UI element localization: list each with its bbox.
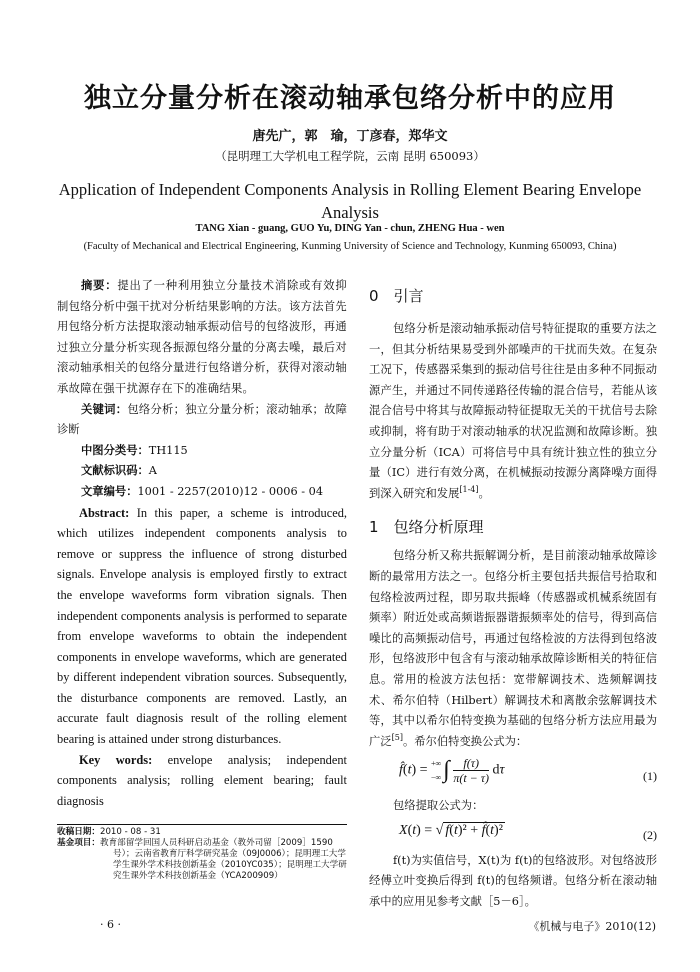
affiliation-cn: （昆明理工大学机电工程学院，云南 昆明 650093） [215,149,485,163]
footnote [57,827,347,882]
keywords-cn-text: 包络分析；独立分量分析；滚动轴承；故障诊断 [57,402,347,437]
doc-code-label: 文献标识码： [81,464,149,478]
doc-code-value: A [148,464,157,478]
fund-line [57,838,347,882]
journal-footer: 《机械与电子》2010(12) [528,920,656,933]
keywords-cn [57,400,347,441]
section-0-end: 。 [478,486,490,500]
abstract-en [57,503,347,750]
article-no-label: 文章编号： [81,484,138,498]
paper-title-cn: 独立分量分析在滚动轴承包络分析中的应用 [84,83,616,114]
right-column [369,283,657,913]
clc-label: 中图分类号： [81,443,149,457]
section-0-text [369,319,657,504]
section-1-ref: [5] [391,732,403,742]
equation-2-number: (2) [643,827,657,842]
article-no-value: 1001 - 2257(2010)12 - 0006 - 04 [137,484,324,498]
received-label: 收稿日期： [57,827,100,837]
hilbert-formula: f̂(t) = +∞ −∞ ∫ $\frac{f(\tau)}{\pi(t - \tau)}$ dτ [399,756,505,786]
abstract-cn-label: 摘要： [81,279,118,292]
fund-value: 教育部留学回国人员科研启动基金（教外司留［2009］1590号）；云南省教育厅科学研究基金（09J0006）；昆明理工大学学生课外学术科技创新基金（2010YC035）；昆明理工大学研究生课外学术科技创新基金（YCA200909） [99,838,347,881]
section-0-body: 包络分析是滚动轴承振动信号特征提取的重要方法之一，但其分析结果易受到外部噪声的干扰而失效。在复杂工况下，传感器采集到的振动信号往往是由多种不同振动源产生，并通过不同传递路径传输的混合信号，若能从该混合信号中将其与故障振动特征提取无关的干扰信号去除或抑制，将有助于对滚动轴承的状况监测和故障诊断。独立分量分析（ICA）可将信号中具有统计独立性的独立分量（IC）进行有效分离，在机械振动按源分离降噪方面得到深入研究和发展 [369,322,657,500]
keywords-en-label: Key words: [79,752,153,767]
equation-2 [369,821,657,847]
left-column [57,276,347,811]
page-number: · 6 · [100,918,121,931]
doc-code-line [57,461,347,482]
abstract-cn [57,276,347,400]
abstract-en-label: Abstract: [79,505,130,520]
section-0-heading: 0 引言 [369,287,424,305]
keywords-en-text: envelope analysis; independent components analysis; rolling element bearing; fault diagnosis [57,752,347,808]
abstract-cn-text: 提出了一种利用独立分量技术消除或有效抑制包络分析中强干扰对分析结果影响的方法。该方法首先用包络分析方法提取滚动轴承振动信号的包络波形，再通过独立分量分析实现各振源包络分量的分离去噪，最后对滚动轴承相关的包络分量进行包络谱分析，获得对滚动轴承故障在强干扰源存在下的准确结果。 [57,279,347,395]
clc-line [57,441,347,462]
envelope-formula: X(t) = √ f(t)² + f̂(t)² [399,822,503,838]
keywords-en [57,750,347,812]
received-line [57,827,347,838]
paper-title-en: Application of Independent Components Analysis in Rolling Element Bearing Envelope Analysis [58,180,642,222]
section-1-end: 。希尔伯特变换公式为： [402,734,528,748]
section-0-ref: [1-4] [459,484,479,494]
equation-1-number: (1) [643,769,657,784]
affiliation-en: (Faculty of Mechanical and Electrical Engineering, Kunming University of Science and Technology, Kunming 650093, China) [83,241,617,252]
received-value: 2010 - 08 - 31 [99,827,161,837]
footnote-divider [57,824,347,825]
section-1-body: 包络分析又称共振解调分析，是目前滚动轴承故障诊断的最常用方法之一。包络分析主要包括共振信号拾取和包络检波两过程，即另取共振峰（传感器或机械系统固有频率）附近处或高频谐振器谐振频率处的信号，得到高信噪比的高频振动信号，再通过包络检波的方法得到包络波形，包络波形中包含有与滚动轴承故障诊断相关的特征信息。常用的检波方法包括：宽带解调技术、选频解调技术、希尔伯特（Hilbert）解调技术和离散余弦解调技术等，其中以希尔伯特变换为基础的包络分析方法应用最为广泛 [369,549,657,748]
fund-label: 基金项目： [57,838,100,848]
keywords-cn-label: 关键词： [81,402,128,416]
clc-value: TH115 [148,443,188,457]
abstract-en-text: In this paper, a scheme is introduced, which utilizes independent components analysis to remove or suppress the influence of strong disturbed signals. Envelope analysis is employed firstly to extract the envelope waveforms form vibration signals. Then independent components analysis is performed to separate from envelope waveforms to obtain the independent components in envelope waveforms, which are generated by different independent vibration sources. Subsequently, the disturbance components are removed. Lastly, an accurate fault diagnosis result of the rolling element bearing is attained under strong disturbances. [57,505,347,747]
article-no-line [57,482,347,503]
equation-1 [369,756,657,792]
section-1-heading: 1 包络分析原理 [369,518,484,537]
envelope-formula-intro: 包络提取公式为： [393,799,484,813]
authors-cn: 唐先广，郭 瑜，丁彦春，郑华文 [252,129,448,144]
closing-text: f(t)为实值信号，X(t)为 f(t)的包络波形。对包络波形经傅立叶变换后得到 f(t)的包络频谱。包络分析在滚动轴承中的应用见参考文献［5－6］。 [369,853,657,909]
authors-en: TANG Xian - guang, GUO Yu, DING Yan - chun, ZHENG Hua - wen [195,223,505,234]
section-1-text [369,546,657,752]
